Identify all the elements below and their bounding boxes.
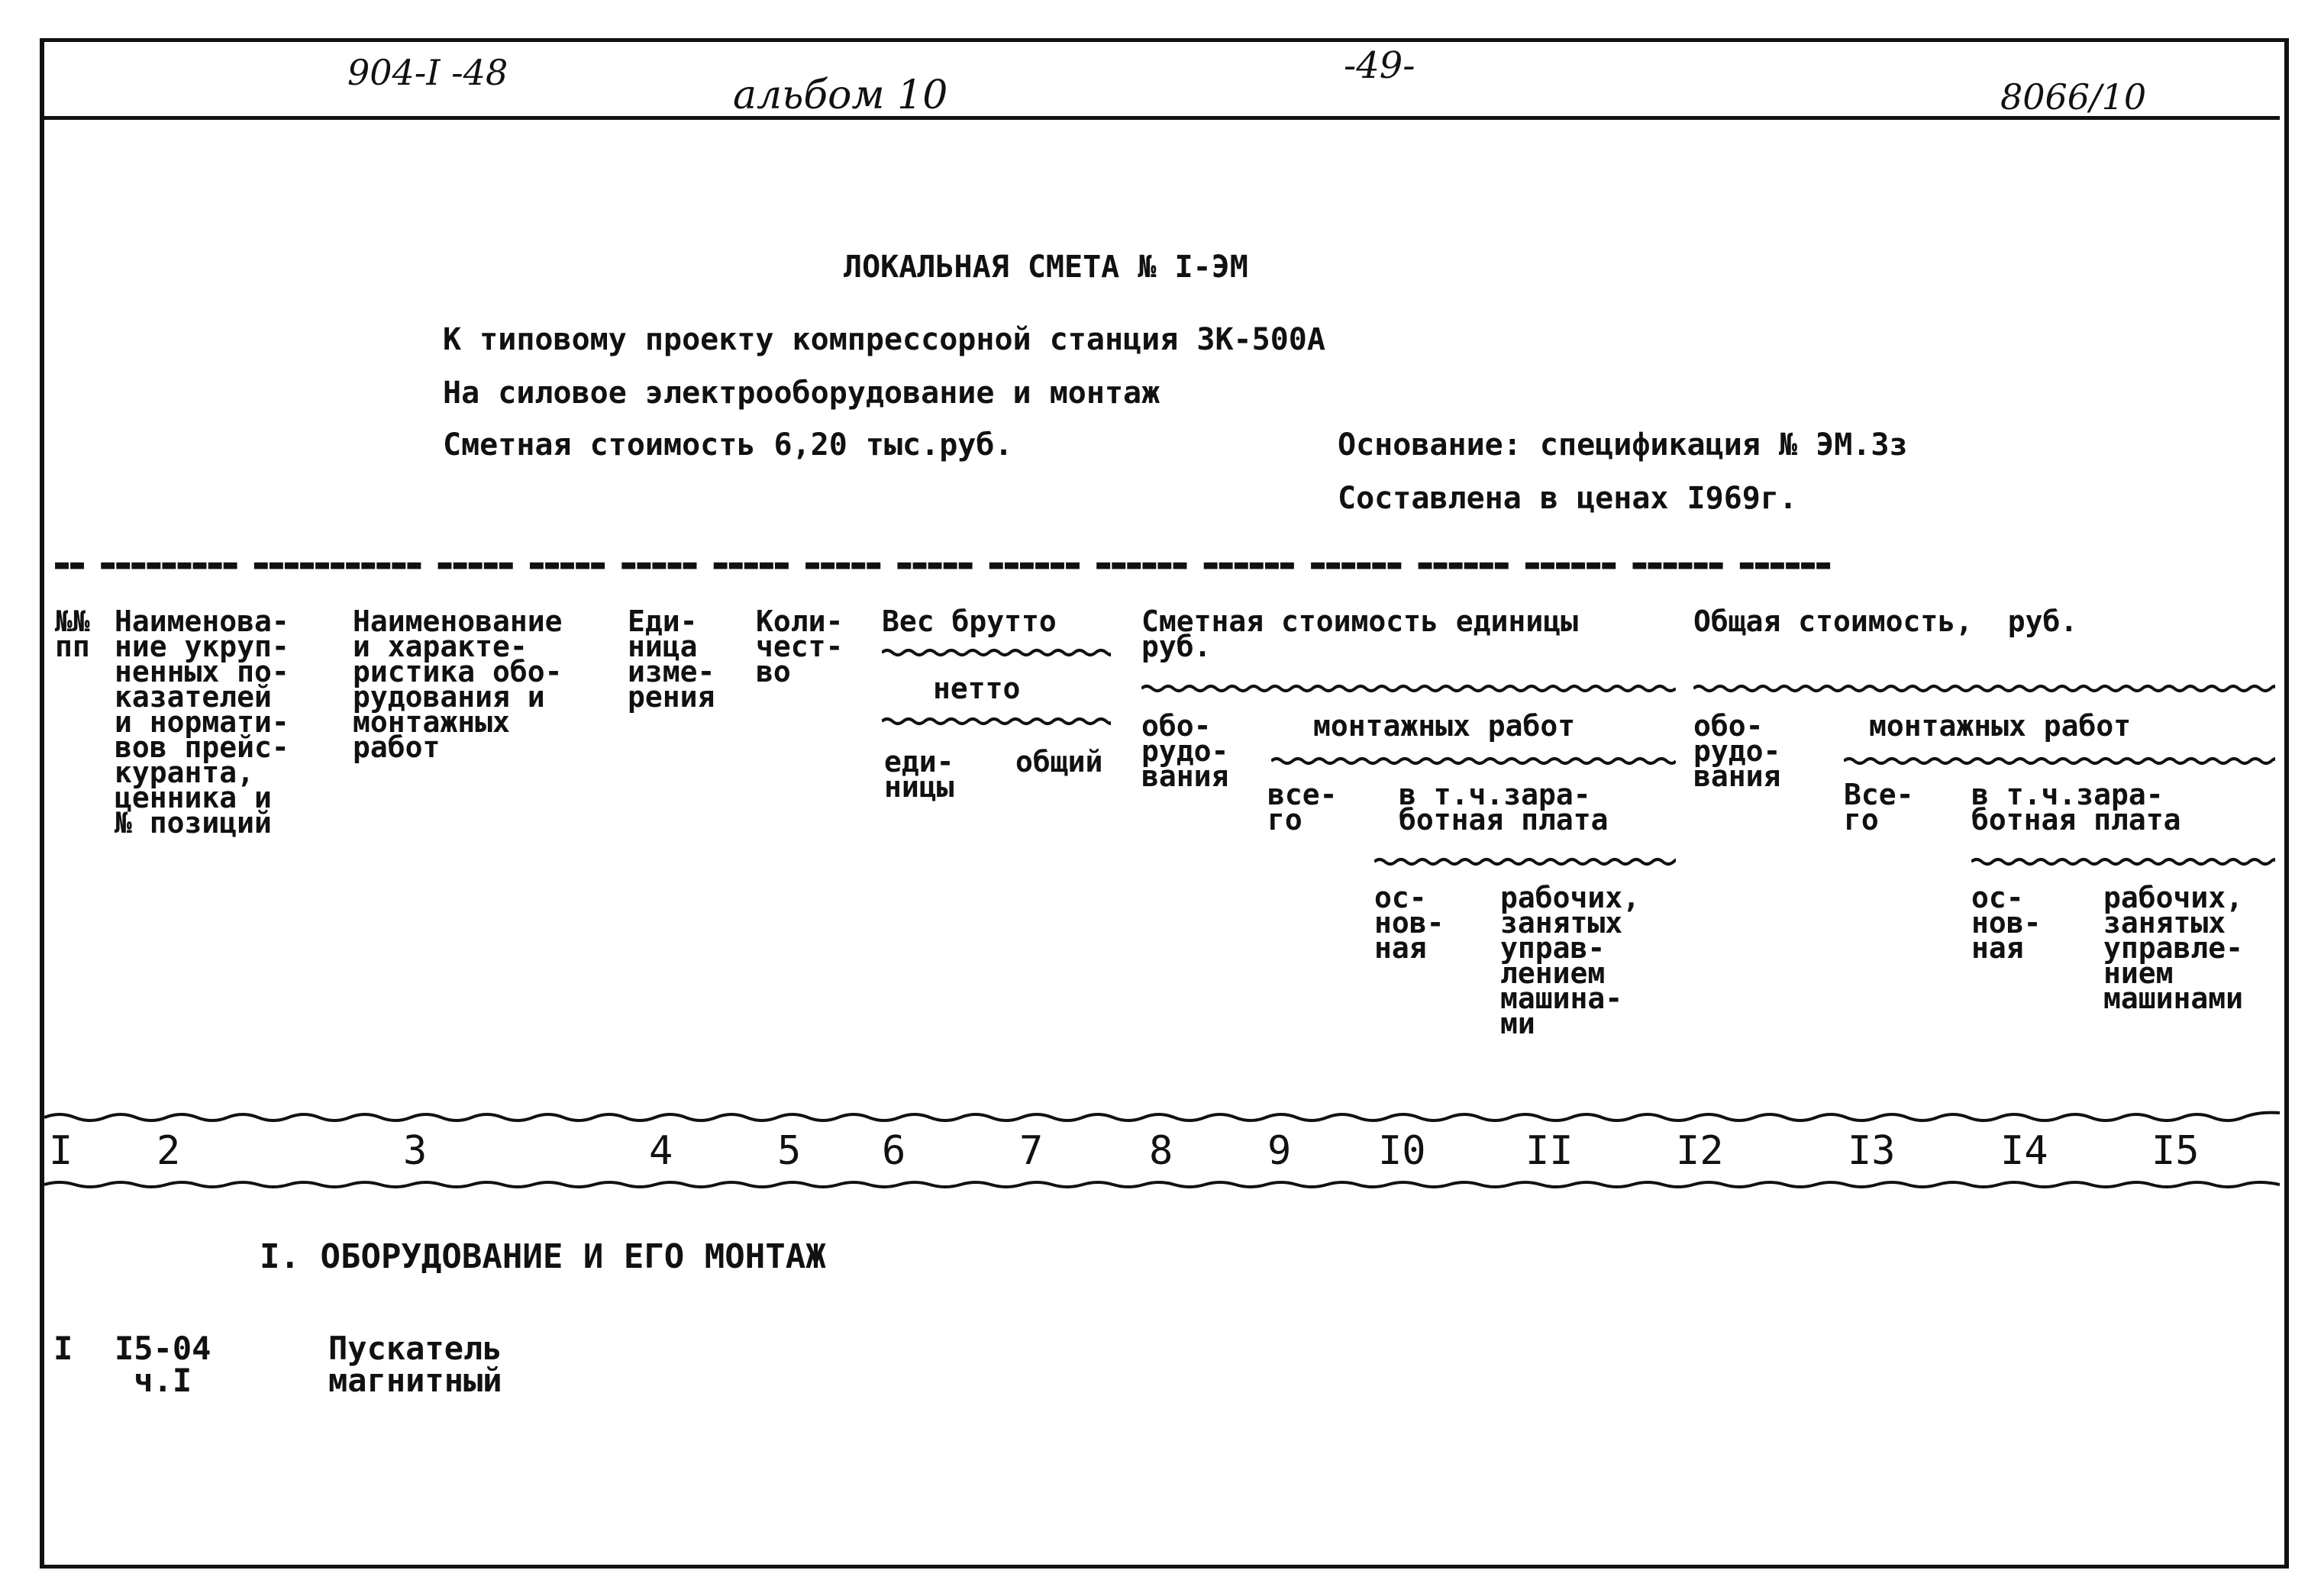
column-number-6: 6: [882, 1128, 906, 1174]
header-col-12: обо- рудо- вания: [1693, 709, 1781, 793]
total-group-underline: [1693, 683, 2275, 694]
header-col-10: ос- нов- ная: [1374, 881, 1445, 965]
wage-group-underline: [1374, 856, 1676, 867]
column-number-7: 7: [1019, 1128, 1044, 1174]
header-col-3: Наименование и характе- ристика обо- рудования и монтажных работ: [353, 605, 563, 764]
column-number-5: 5: [777, 1128, 802, 1174]
column-number-15: I5: [2151, 1128, 2200, 1174]
header-col-2: Наименова- ние укруп- ненных по- казателей и нормати- вов прейс- куранта, ценника и № позиций: [115, 605, 289, 840]
column-number-2: 2: [157, 1128, 181, 1174]
netto-underline: [882, 716, 1111, 727]
header-col-5: Коли- чест- во: [756, 605, 844, 688]
title-line-2: На силовое электрооборудование и монтаж: [443, 376, 1160, 411]
unit-cost-underline: [1141, 683, 1676, 694]
weight-group-underline: [882, 647, 1111, 658]
header-mont-group-2: монтажных работ: [1869, 709, 2132, 743]
column-number-10: I0: [1378, 1128, 1426, 1174]
column-number-11: II: [1525, 1128, 1574, 1174]
header-netto: нетто: [933, 672, 1021, 705]
wage-group-2-underline: [1971, 856, 2275, 867]
column-number-3: 3: [403, 1128, 428, 1174]
header-col-1: №№ пп: [55, 605, 90, 663]
album-label: альбом 10: [733, 73, 948, 118]
mont-group-underline: [1271, 756, 1676, 766]
header-total-group: Общая стоимость, руб.: [1693, 605, 2078, 638]
header-wage-group: в т.ч.зара- ботная плата: [1399, 778, 1609, 837]
header-col-13: Все- го: [1844, 778, 1914, 837]
header-unit-cost-group: Сметная стоимость единицы руб.: [1141, 605, 1578, 663]
column-number-1: I: [49, 1128, 73, 1174]
section-title: I. ОБОРУДОВАНИЕ И ЕГО МОНТАЖ: [260, 1237, 826, 1276]
header-col-15: рабочих, занятых управле- нием машинами: [2103, 881, 2244, 1015]
row-name: Пускатель магнитный: [328, 1330, 502, 1399]
column-number-12: I2: [1676, 1128, 1724, 1174]
mont-group-2-underline: [1844, 756, 2275, 766]
basis: Основание: спецификация № ЭМ.Зз: [1338, 427, 1908, 463]
header-col-14: ос- нов- ная: [1971, 881, 2042, 965]
column-number-14: I4: [2000, 1128, 2048, 1174]
page-number: -49-: [1344, 44, 1415, 87]
header-col-6: еди- ницы: [884, 745, 954, 804]
title-line-1: К типовому проекту компрессорной станция ЗК-500А: [443, 322, 1325, 357]
column-numbers-top-rule: [44, 1107, 2280, 1122]
column-number-8: 8: [1149, 1128, 1173, 1174]
header-weight-group: Вес брутто: [882, 605, 1057, 638]
prices-year: Составлена в ценах I969г.: [1338, 481, 1798, 516]
column-number-9: 9: [1267, 1128, 1292, 1174]
header-col-7: общий: [1015, 745, 1103, 779]
project-code: 904-I -48: [347, 52, 508, 93]
column-number-13: I3: [1848, 1128, 1896, 1174]
header-rule: [44, 116, 2280, 120]
doc-number: 8066/10: [2000, 76, 2147, 118]
row-number: I: [53, 1330, 73, 1367]
page-title: ЛОКАЛЬНАЯ СМЕТА № I-ЭМ: [844, 250, 1248, 285]
estimated-cost: Сметная стоимость 6,20 тыс.руб.: [443, 427, 1013, 463]
header-col-11: рабочих, занятых управ- лением машина- ми: [1500, 881, 1641, 1040]
header-col-9: все- го: [1267, 778, 1338, 837]
header-wage-group-2: в т.ч.зара- ботная плата: [1971, 778, 2181, 837]
table-top-separator: ▬▬ ▬▬▬▬▬▬▬▬▬ ▬▬▬▬▬▬▬▬▬▬▬ ▬▬▬▬▬ ▬▬▬▬▬ ▬▬▬▬▬ ▬▬▬▬▬ ▬▬▬▬▬ ▬▬▬▬▬ ▬▬▬▬▬▬ ▬▬▬▬▬▬ ▬▬▬▬▬▬ ▬▬▬▬▬▬ ▬▬▬▬▬▬ ▬▬▬▬▬▬ ▬▬▬▬▬▬ ▬▬▬▬▬▬: [55, 551, 1832, 578]
header-col-4: Еди- ница изме- рения: [628, 605, 715, 714]
header-col-8: обо- рудо- вания: [1141, 709, 1229, 793]
column-number-4: 4: [649, 1128, 673, 1174]
row-code: I5-04 ч.I: [115, 1330, 211, 1399]
column-numbers-bottom-rule: [44, 1177, 2280, 1192]
header-mont-group: монтажных работ: [1313, 709, 1576, 743]
